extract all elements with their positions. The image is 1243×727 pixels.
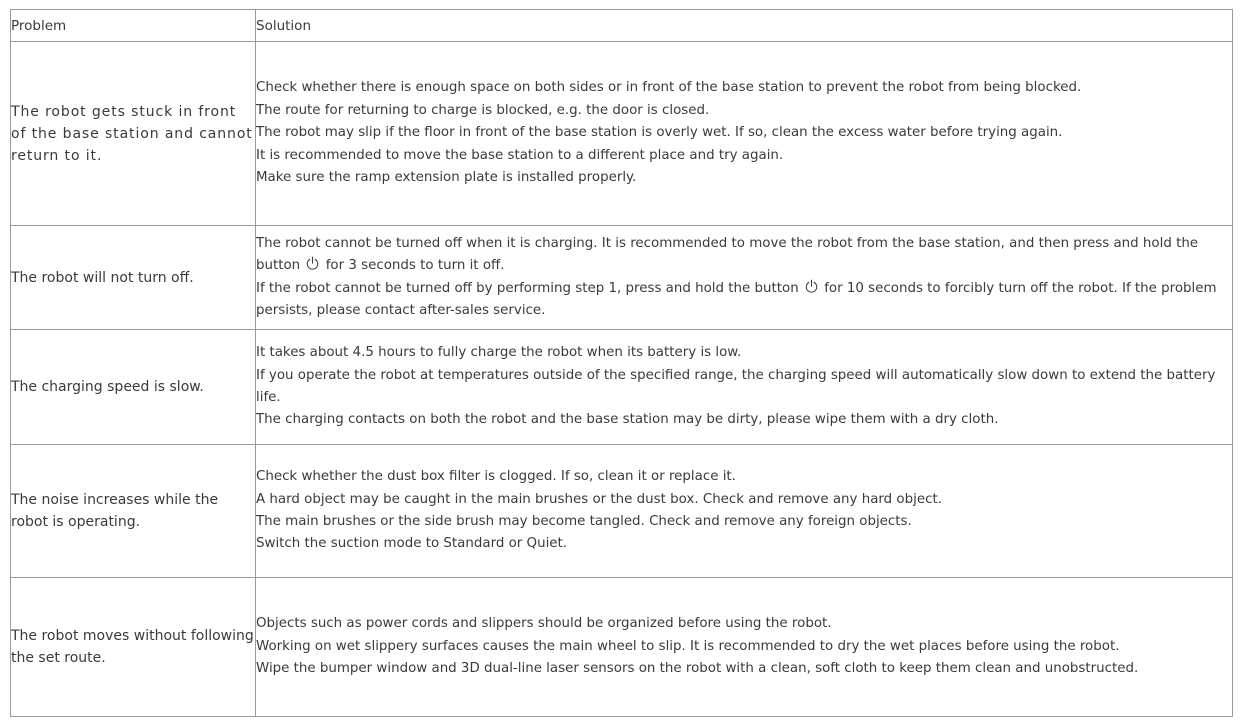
solution-line: It takes about 4.5 hours to fully charge the robot when its battery is low. — [256, 345, 742, 361]
solution-line: Wipe the bumper window and 3D dual-line laser sensors on the robot with a clean, soft cloth to keep them clean and unobstructed. — [256, 661, 1139, 677]
header-problem: Problem — [11, 10, 256, 42]
solution-cell — [256, 226, 1233, 330]
solution-text: If the robot cannot be turned off by performing step 1, press and hold the button — [256, 280, 799, 296]
solution-line — [256, 278, 1232, 323]
solution-line: Switch the suction mode to Standard or Quiet. — [256, 536, 568, 552]
header-solution: Solution — [256, 10, 1233, 42]
solution-text: for 10 seconds to forcibly turn off the robot. If the problem persists, please contact after-sales service. — [256, 280, 1217, 318]
solution-line: The charging contacts on both the robot and the base station may be dirty, please wipe them with a dry cloth. — [256, 412, 999, 428]
problem-text: The robot gets stuck in front of the base station and cannot return to it. — [11, 103, 253, 164]
problem-text: The noise increases while the robot is operating. — [11, 492, 219, 530]
problem-text: The robot will not turn off. — [11, 269, 194, 286]
solution-line: The main brushes or the side brush may become tangled. Check and remove any foreign objects. — [256, 514, 912, 529]
header-row — [11, 10, 1233, 42]
problem-text: The robot moves without following the set route. — [11, 628, 254, 666]
solution-line: Check whether the dust box filter is clogged. If so, clean it or replace it. — [256, 469, 736, 485]
troubleshooting-table — [10, 9, 1233, 717]
solution-line — [256, 233, 1232, 278]
problem-cell — [11, 226, 256, 330]
table-row — [11, 42, 1233, 226]
table-row — [11, 226, 1233, 330]
problem-cell — [11, 42, 256, 226]
problem-cell — [11, 578, 256, 717]
power-icon — [804, 279, 819, 294]
solution-text: The robot cannot be turned off when it is charging. It is recommended to move the robot from the base station, and then press and hold the button — [256, 235, 1199, 274]
solution-line: Working on wet slippery surfaces causes the main wheel to slip. It is recommended to dry the wet places before using the robot. — [256, 638, 1120, 654]
table-row — [11, 330, 1233, 445]
solution-line: The robot may slip if the floor in front of the base station is overly wet. If so, clean the excess water before trying again. — [256, 125, 1063, 141]
solution-line: Objects such as power cords and slippers should be organized before using the robot. — [256, 616, 832, 632]
solution-line: A hard object may be caught in the main brushes or the dust box. Check and remove any hard object. — [256, 491, 942, 507]
problem-cell — [11, 445, 256, 578]
troubleshooting-sheet — [10, 9, 1232, 717]
solution-line: If you operate the robot at temperatures outside of the specified range, the charging speed will automatically slow down to extend the battery life. — [256, 367, 1216, 405]
solution-cell — [256, 445, 1233, 578]
solution-text: for 3 seconds to turn it off. — [325, 258, 505, 274]
problem-cell — [11, 330, 256, 445]
problem-text: The charging speed is slow. — [11, 379, 204, 395]
solution-cell — [256, 42, 1233, 226]
solution-cell — [256, 578, 1233, 717]
table-row — [11, 445, 1233, 578]
power-icon — [305, 256, 320, 271]
solution-line: The route for returning to charge is blocked, e.g. the door is closed. — [256, 102, 710, 118]
solution-line: It is recommended to move the base station to a different place and try again. — [256, 147, 784, 163]
solution-line: Check whether there is enough space on both sides or in front of the base station to prevent the robot from being blocked. — [256, 80, 1082, 96]
table-row — [11, 578, 1233, 717]
solution-cell — [256, 330, 1233, 445]
solution-line: Make sure the ramp extension plate is installed properly. — [256, 170, 637, 186]
